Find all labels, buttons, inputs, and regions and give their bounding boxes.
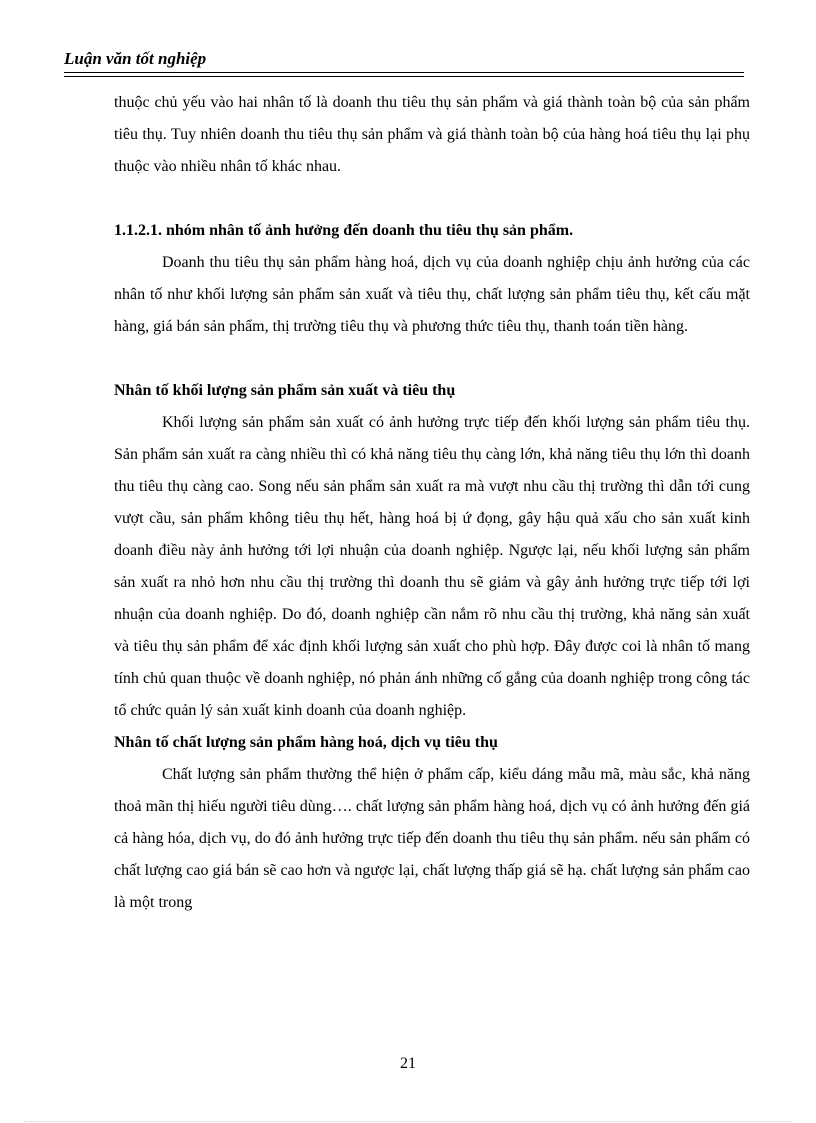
paragraph-intro: thuộc chủ yếu vào hai nhân tố là doanh thu tiêu thụ sản phẩm và giá thành toàn bộ của sản phẩm tiêu thụ. Tuy nhiên doanh thu tiêu thụ sản phẩm và giá thành toàn bộ của hàng hoá tiêu thụ lại phụ thuộc vào nhiều nhân tố khác nhau.: [114, 94, 750, 175]
paragraph-revenue-factors: Doanh thu tiêu thụ sản phẩm hàng hoá, dịch vụ của doanh nghiệp chịu ảnh hưởng của các nhân tố như khối lượng sản phẩm sản xuất và tiêu thụ, chất lượng sản phẩm tiêu thụ, kết cấu mặt hàng, giá bán sản phẩm, thị trường tiêu thụ và phương thức tiêu thụ, thanh toán tiền hàng.: [114, 254, 750, 335]
spacer: [114, 183, 750, 215]
subheading-volume-factor: Nhân tố khối lượng sản phẩm sản xuất và tiêu thụ: [114, 382, 456, 399]
document-header-title: Luận văn tốt nghiệp: [64, 49, 207, 68]
spacer: [114, 343, 750, 375]
page-bottom-edge: [24, 1121, 792, 1122]
section-heading-revenue-factors: 1.1.2.1. nhóm nhân tố ảnh hưởng đến doanh thu tiêu thụ sản phẩm.: [114, 222, 574, 239]
paragraph-volume-factor: Khối lượng sản phẩm sản xuất có ảnh hưởng trực tiếp đến khối lượng sản phẩm tiêu thụ. Sản phẩm sản xuất ra càng nhiều thì có khả năng tiêu thụ càng lớn, khả năng tiêu thụ lớn thì doanh thu tiêu thụ càng cao. Song nếu sản phẩm sản xuất ra mà vượt nhu cầu thị trường thì dẫn tới cung vượt cầu, sản phẩm không tiêu thụ hết, hàng hoá bị ứ đọng, gây hậu quả xấu cho sản xuất kinh doanh điều này ảnh hưởng tới lợi nhuận của doanh nghiệp. Ngược lại, nếu khối lượng sản phẩm sản xuất ra nhỏ hơn nhu cầu thị trường thì doanh thu sẽ giảm và gây ảnh hưởng trực tiếp tới lợi nhuận của doanh nghiệp. Do đó, doanh nghiệp cần nắm rõ nhu cầu thị trường, khả năng sản xuất và tiêu thụ sản phẩm để xác định khối lượng sản xuất cho phù hợp. Đây được coi là nhân tố mang tính chủ quan thuộc về doanh nghiệp, nó phản ánh những cố gắng của doanh nghiệp trong công tác tổ chức quản lý sản xuất kinh doanh của doanh nghiệp.: [114, 414, 750, 719]
paragraph-quality-factor: Chất lượng sản phẩm thường thể hiện ở phẩm cấp, kiểu dáng mẫu mã, màu sắc, khả năng thoả mãn thị hiếu người tiêu dùng…. chất lượng sản phẩm hàng hoá, dịch vụ có ảnh hưởng đến giá cả hàng hóa, dịch vụ, do đó ảnh hưởng trực tiếp đến doanh thu tiêu thụ sản phẩm. nếu sản phẩm có chất lượng cao giá bán sẽ cao hơn và ngược lại, chất lượng thấp giá sẽ hạ. chất lượng sản phẩm cao là một trong: [114, 766, 750, 911]
page-number: 21: [400, 1055, 416, 1072]
subheading-quality-factor: Nhân tố chất lượng sản phẩm hàng hoá, dịch vụ tiêu thụ: [114, 734, 498, 751]
header-divider: [64, 72, 744, 77]
document-body: [114, 87, 750, 919]
